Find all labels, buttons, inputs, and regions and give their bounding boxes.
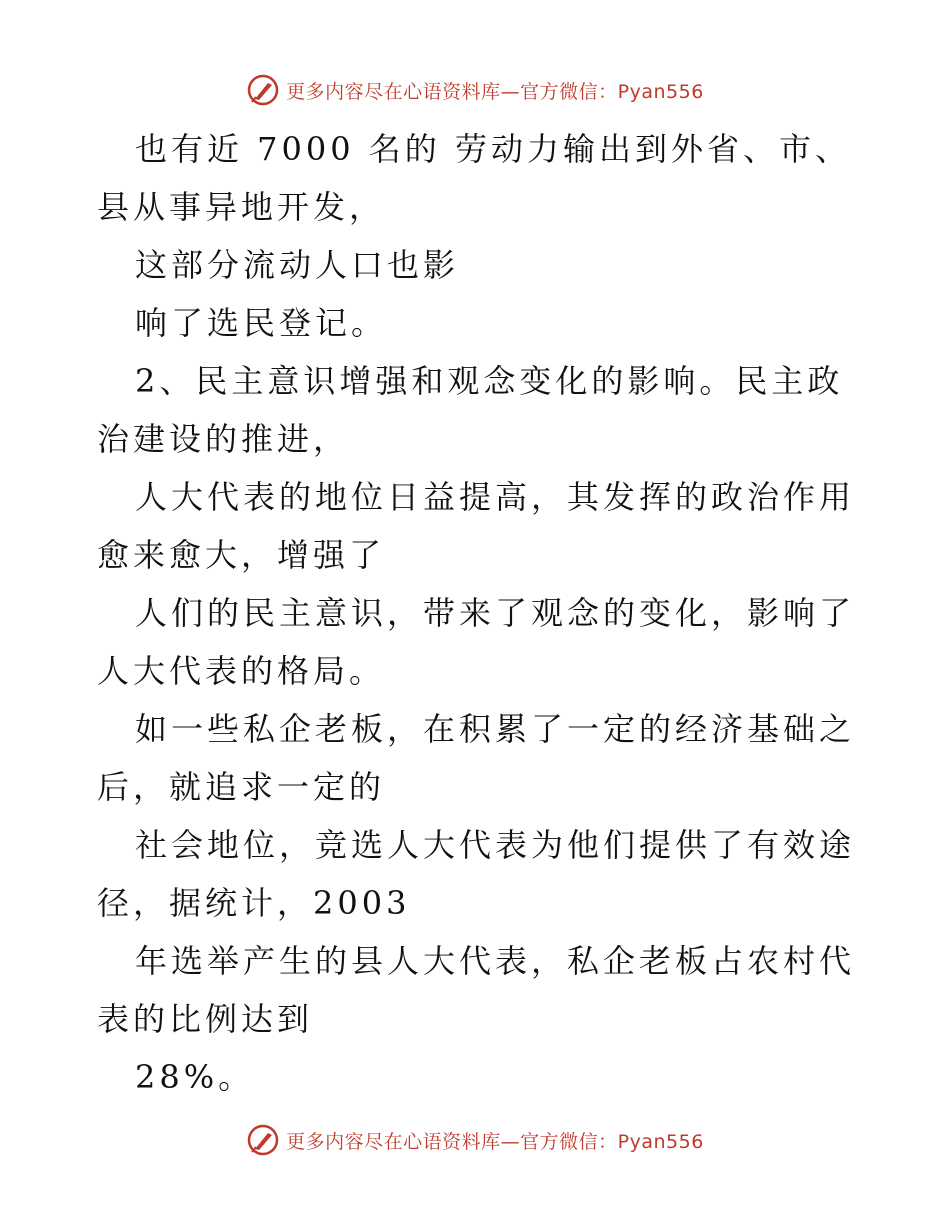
paragraph: 人大代表的地位日益提高，其发挥的政治作用愈来愈大，增强了 bbox=[97, 478, 856, 574]
footer-watermark bbox=[0, 1120, 950, 1160]
header-watermark bbox=[0, 70, 950, 110]
watermark-text: 更多内容尽在心语资料库—官方微信：Pyan556 bbox=[286, 80, 704, 103]
paragraph: 28%。 bbox=[135, 1058, 255, 1096]
document-body bbox=[97, 120, 857, 1106]
watermark-handle: Pyan556 bbox=[617, 1130, 704, 1153]
quill-logo-icon bbox=[246, 1123, 280, 1157]
watermark-handle: Pyan556 bbox=[617, 80, 704, 103]
paragraph: 也有近 7000 名的 劳动力输出到外省、市、县从事异地开发， bbox=[97, 130, 851, 226]
paragraph: 响了选民登记。 bbox=[135, 304, 388, 342]
paragraph: 这部分流动人口也影 bbox=[135, 246, 460, 284]
quill-logo-icon bbox=[246, 73, 280, 107]
watermark-text: 更多内容尽在心语资料库—官方微信：Pyan556 bbox=[286, 1130, 704, 1153]
paragraph: 如一些私企老板，在积累了一定的经济基础之后，就追求一定的 bbox=[97, 710, 856, 806]
paragraph: 社会地位，竞选人大代表为他们提供了有效途径，据统计，2003 bbox=[97, 826, 856, 922]
paragraph: 年选举产生的县人大代表，私企老板占农村代表的比例达到 bbox=[97, 942, 856, 1038]
paragraph: 人们的民主意识，带来了观念的变化，影响了人大代表的格局。 bbox=[97, 594, 856, 690]
paragraph: 2、民主意识增强和观念变化的影响。民主政治建设的推进， bbox=[97, 362, 844, 458]
